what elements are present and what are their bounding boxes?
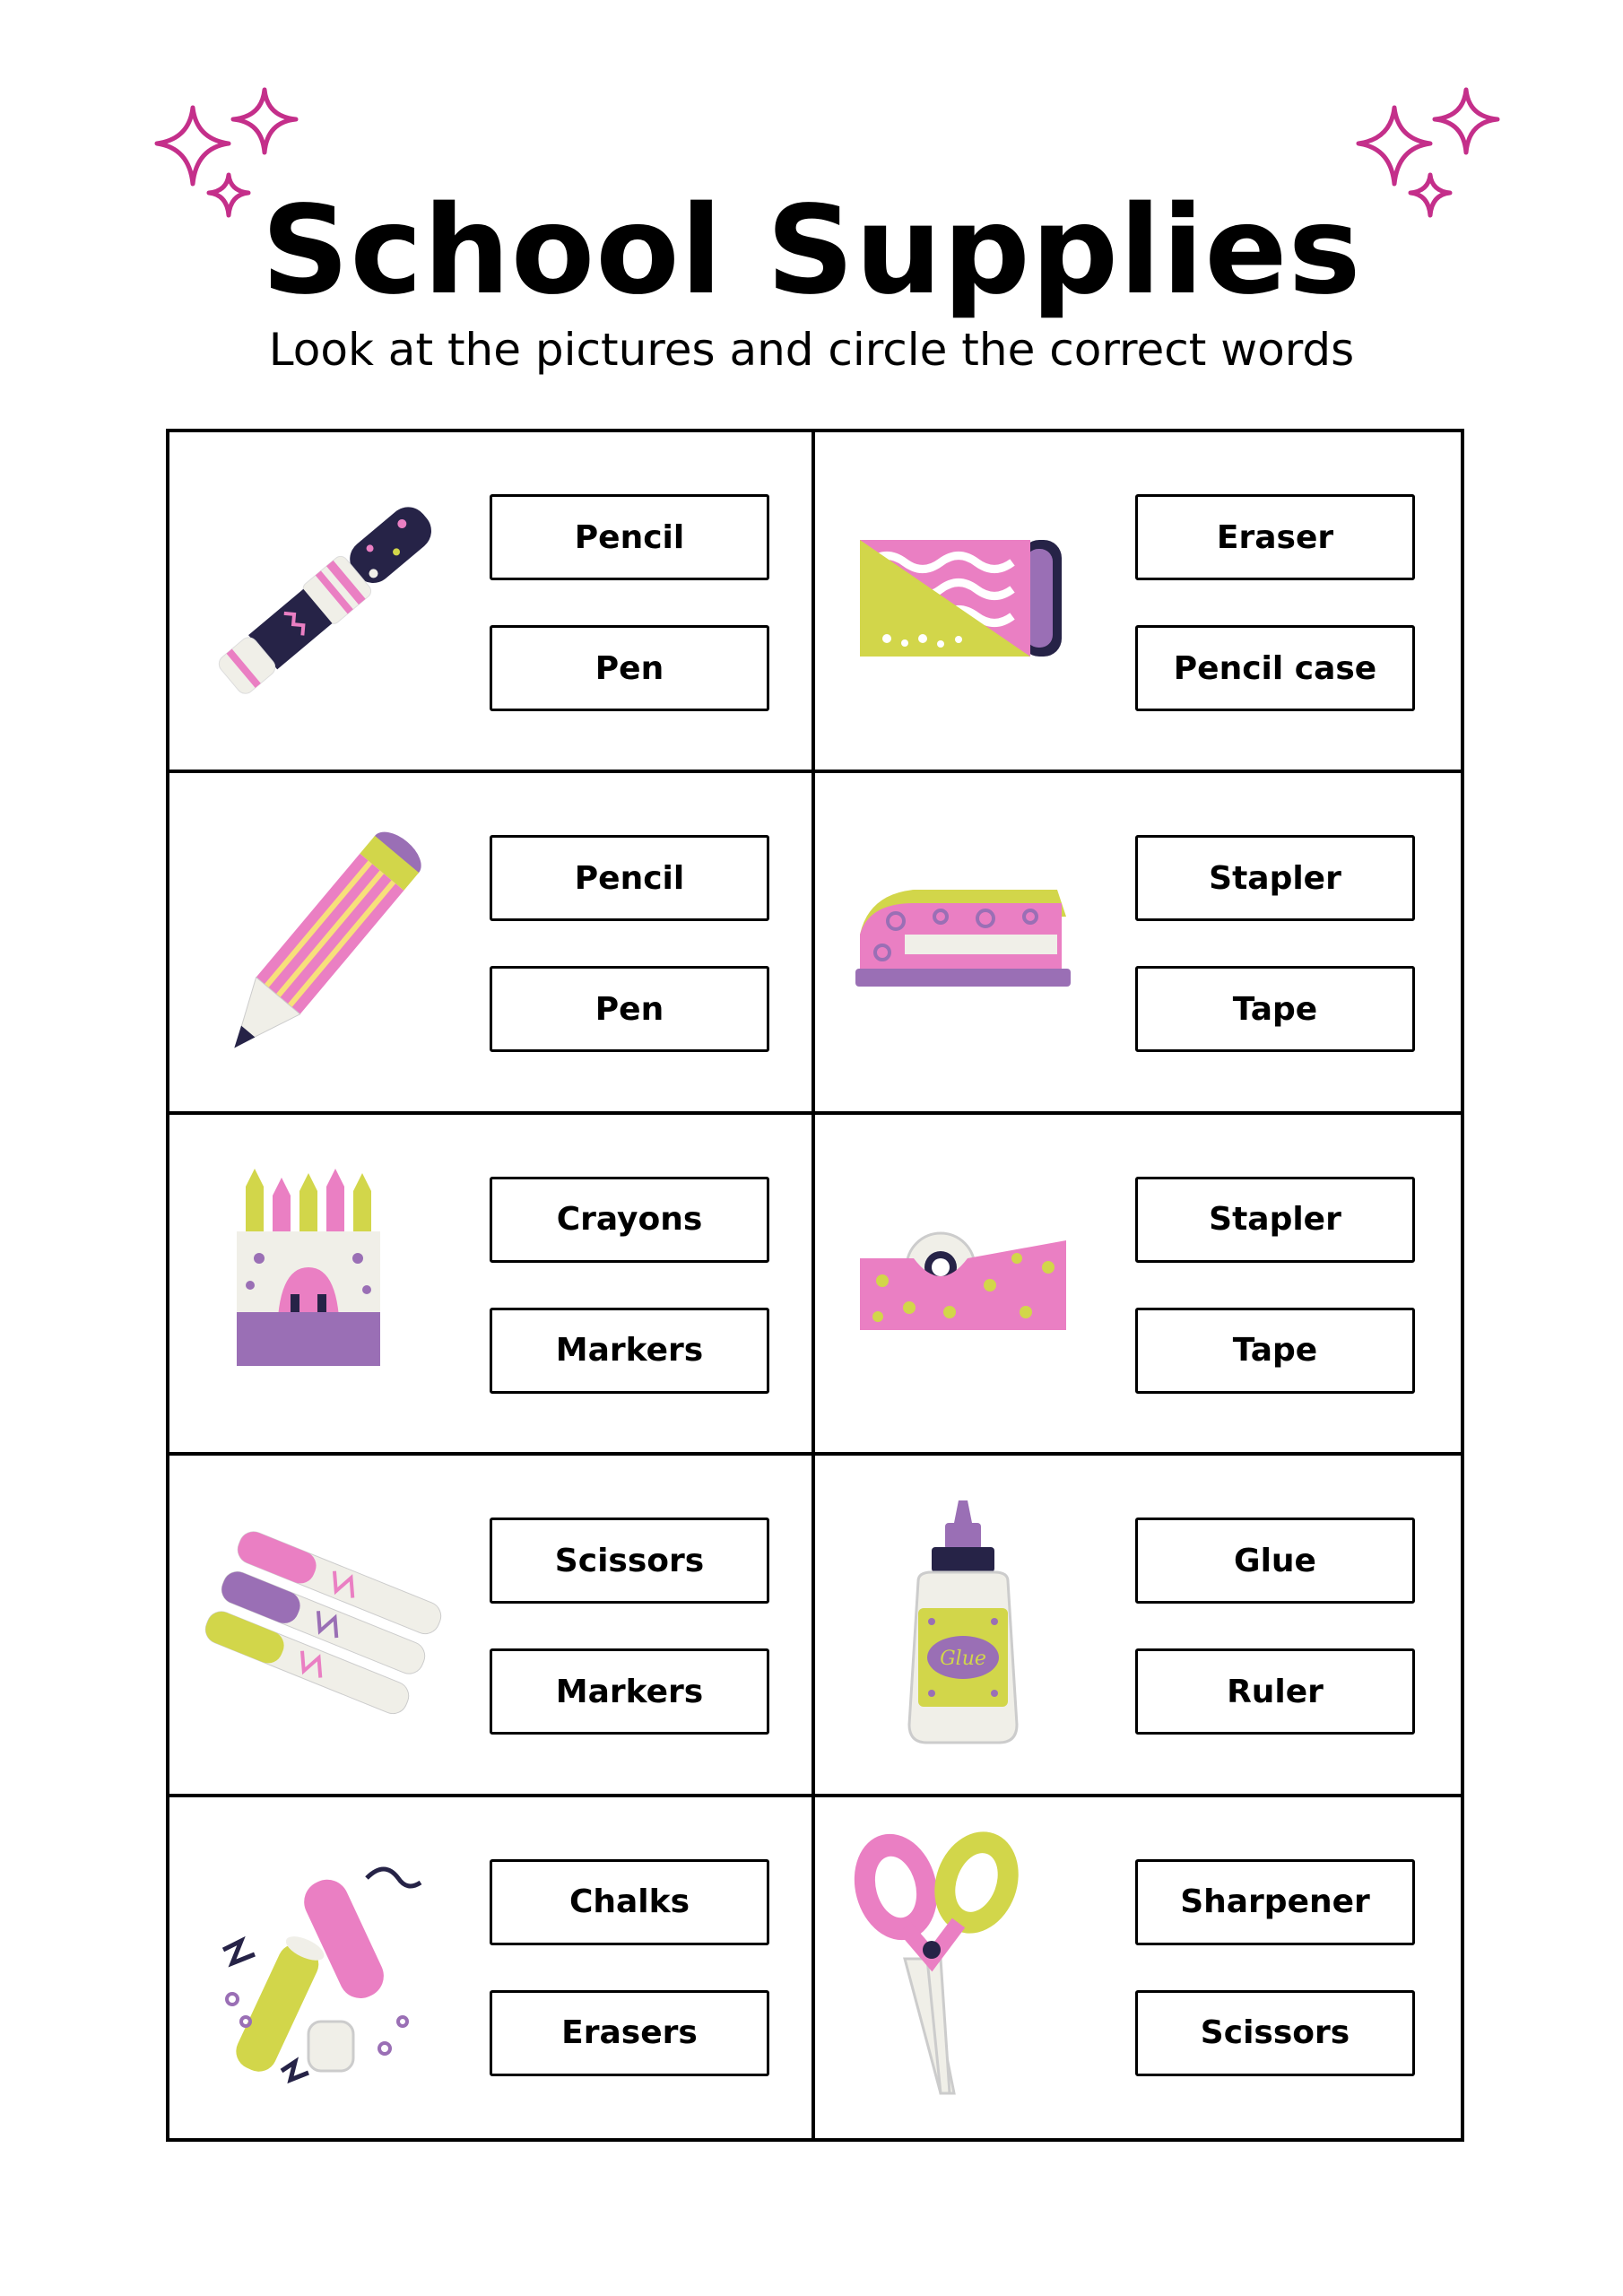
tape-dispenser-icon: [842, 1160, 1093, 1411]
page-title: School Supplies: [261, 180, 1362, 322]
answer-option-pen[interactable]: Pen: [490, 966, 769, 1052]
pen-icon: [196, 477, 447, 728]
answer-option-pencil[interactable]: Pencil: [490, 835, 769, 921]
answer-option-markers[interactable]: Markers: [490, 1648, 769, 1735]
worksheet-item: [169, 1456, 815, 1796]
answer-option-sharpener[interactable]: Sharpener: [1135, 1859, 1415, 1945]
worksheet-item: [815, 1115, 1461, 1456]
page-subtitle: Look at the pictures and circle the correct words: [268, 324, 1355, 376]
answer-option-crayons[interactable]: Crayons: [490, 1177, 769, 1263]
chalks-icon: [196, 1842, 447, 2093]
answer-option-erasers[interactable]: Erasers: [490, 1990, 769, 2076]
scissors-icon: [842, 1824, 1093, 2111]
glue-label: Glue: [940, 1648, 986, 1671]
answer-option-pencil-case[interactable]: Pencil case: [1135, 625, 1415, 711]
answer-option-scissors[interactable]: Scissors: [1135, 1990, 1415, 2076]
stapler-icon: [842, 818, 1093, 1069]
worksheet-item: [169, 432, 815, 773]
answer-option-tape[interactable]: Tape: [1135, 966, 1415, 1052]
answer-option-stapler[interactable]: Stapler: [1135, 835, 1415, 921]
answer-option-ruler[interactable]: Ruler: [1135, 1648, 1415, 1735]
worksheet-item: [815, 1797, 1461, 2138]
worksheet-item: [815, 1456, 1461, 1796]
pencil-case-icon: [842, 477, 1093, 728]
markers-icon: [196, 1500, 447, 1752]
answer-option-stapler[interactable]: Stapler: [1135, 1177, 1415, 1263]
worksheet-grid: [166, 429, 1464, 2142]
pencil-icon: [196, 818, 447, 1069]
answer-option-scissors[interactable]: Scissors: [490, 1518, 769, 1604]
answer-option-markers[interactable]: Markers: [490, 1308, 769, 1394]
worksheet-item: [169, 773, 815, 1114]
answer-option-pencil[interactable]: Pencil: [490, 494, 769, 580]
answer-option-chalks[interactable]: Chalks: [490, 1859, 769, 1945]
worksheet-item: [169, 1797, 815, 2138]
answer-option-eraser[interactable]: Eraser: [1135, 494, 1415, 580]
glue-bottle-icon: [842, 1500, 1093, 1752]
worksheet-item: [815, 773, 1461, 1114]
crayons-icon: [196, 1160, 447, 1411]
answer-option-glue[interactable]: Glue: [1135, 1518, 1415, 1604]
worksheet-item: [169, 1115, 815, 1456]
answer-option-pen[interactable]: Pen: [490, 625, 769, 711]
worksheet-item: [815, 432, 1461, 773]
answer-option-tape[interactable]: Tape: [1135, 1308, 1415, 1394]
